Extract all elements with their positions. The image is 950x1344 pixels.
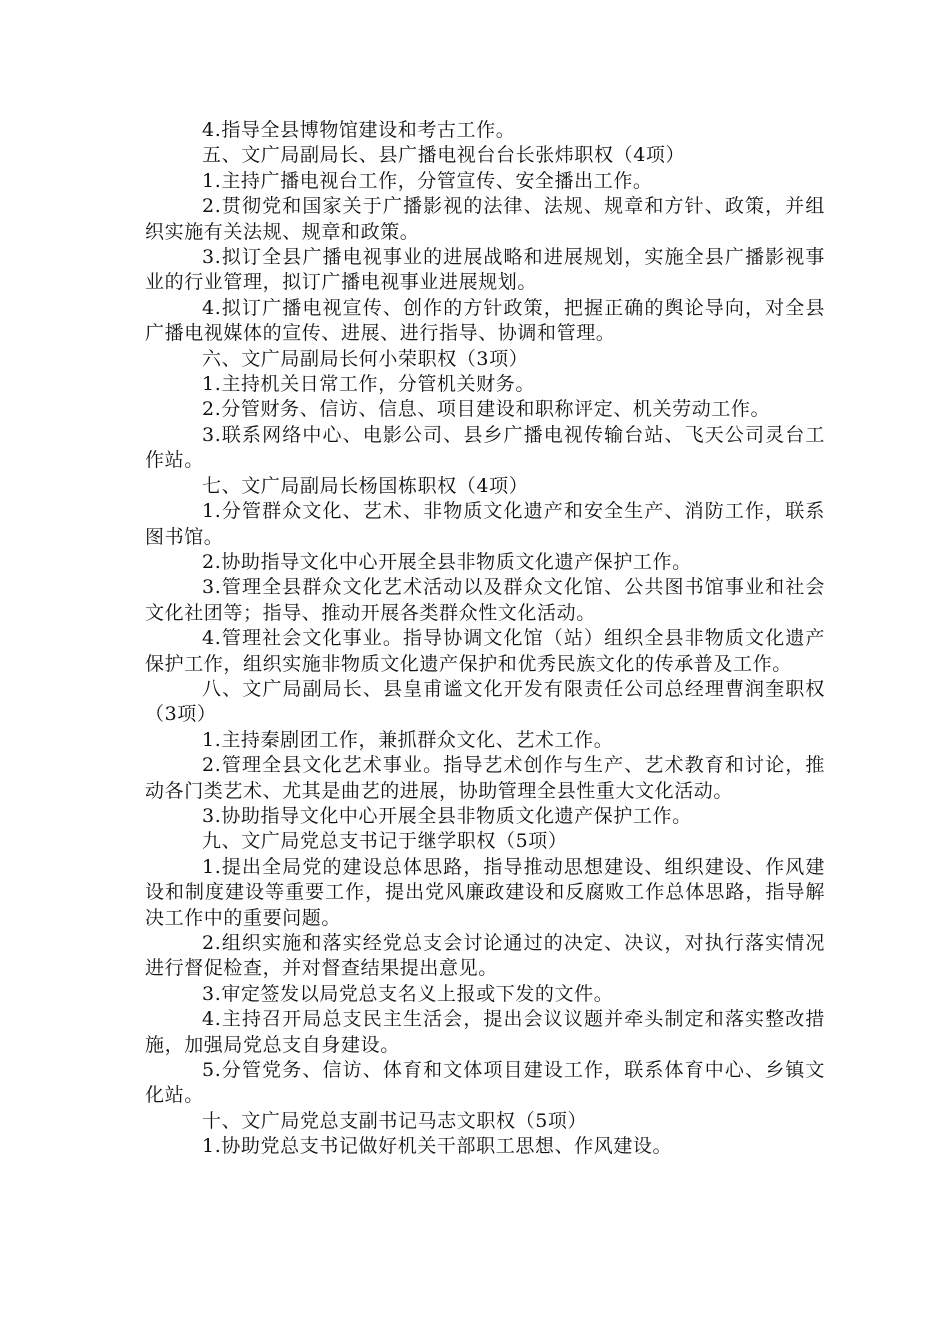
paragraph-8-2: 2.管理全县文化艺术事业。指导艺术创作与生产、艺术教育和讨论，推动各门类艺术、尤其是曲艺的进展，协助管理全县性重大文化活动。 <box>145 754 825 802</box>
paragraph-6-1: 1.主持机关日常工作，分管机关财务。 <box>202 373 535 396</box>
document-body <box>145 118 825 1160</box>
paragraph-4-museum: 4.指导全县博物馆建设和考古工作。 <box>202 119 516 141</box>
paragraph-9-2: 2.组织实施和落实经党总支会讨论通过的决定、决议，对执行落实情况进行督促检查，并对督查结果提出意见。 <box>145 932 825 980</box>
section-heading-5: 五、文广局副局长、县广播电视台台长张炜职权（4项） <box>202 144 686 167</box>
section-heading-8: 八、文广局副局长、县皇甫谧文化开发有限责任公司总经理曹润奎职权（3项） <box>145 677 825 726</box>
paragraph-5-2: 2.贯彻党和国家关于广播影视的法律、法规、规章和方针、政策，并组织实施有关法规、规章和政策。 <box>145 195 825 243</box>
paragraph-7-3: 3.管理全县群众文化艺术活动以及群众文化馆、公共图书馆事业和社会文化社团等；指导、推动开展各类群众性文化活动。 <box>145 576 825 624</box>
paragraph-9-4: 4.主持召开局总支民主生活会，提出会议议题并牵头制定和落实整改措施，加强局党总支自身建设。 <box>145 1008 825 1056</box>
paragraph-5-1: 1.主持广播电视台工作，分管宣传、安全播出工作。 <box>202 169 653 192</box>
paragraph-7-1: 1.分管群众文化、艺术、非物质文化遗产和安全生产、消防工作，联系图书馆。 <box>145 500 825 548</box>
paragraph-9-3: 3.审定签发以局党总支名义上报或下发的文件。 <box>202 982 614 1005</box>
paragraph-6-2: 2.分管财务、信访、信息、项目建设和职称评定、机关劳动工作。 <box>202 398 771 421</box>
paragraph-7-2: 2.协助指导文化中心开展全县非物质文化遗产保护工作。 <box>202 550 692 573</box>
paragraph-5-3: 3.拟订全县广播电视事业的进展战略和进展规划，实施全县广播影视事业的行业管理，拟订广播电视事业进展规划。 <box>145 246 825 294</box>
paragraph-10-1: 1.协助党总支书记做好机关干部职工思想、作风建设。 <box>202 1135 673 1158</box>
paragraph-9-1: 1.提出全局党的建设总体思路，指导推动思想建设、组织建设、作风建设和制度建设等重要工作，提出党风廉政建设和反腐败工作总体思路，指导解决工作中的重要问题。 <box>145 855 825 929</box>
paragraph-8-1: 1.主持秦剧团工作，兼抓群众文化、艺术工作。 <box>202 728 614 751</box>
section-heading-7: 七、文广局副局长杨国栋职权（4项） <box>202 474 529 497</box>
paragraph-6-3: 3.联系网络中心、电影公司、县乡广播电视传输台站、飞天公司灵台工作站。 <box>145 423 825 472</box>
paragraph-7-4: 4.管理社会文化事业。指导协调文化馆（站）组织全县非物质文化遗产保护工作，组织实施非物质文化遗产保护和优秀民族文化的传承普及工作。 <box>145 627 825 675</box>
section-heading-6: 六、文广局副局长何小荣职权（3项） <box>202 347 529 370</box>
section-heading-10: 十、文广局党总支副书记马志文职权（5项） <box>202 1109 588 1132</box>
paragraph-9-5: 5.分管党务、信访、体育和文体项目建设工作，联系体育中心、乡镇文化站。 <box>145 1059 825 1107</box>
paragraph-8-3: 3.协助指导文化中心开展全县非物质文化遗产保护工作。 <box>202 804 692 827</box>
paragraph-5-4: 4.拟订广播电视宣传、创作的方针政策，把握正确的舆论导向，对全县广播电视媒体的宣传、进展、进行指导、协调和管理。 <box>145 296 825 345</box>
section-heading-9: 九、文广局党总支书记于继学职权（5项） <box>202 830 568 853</box>
